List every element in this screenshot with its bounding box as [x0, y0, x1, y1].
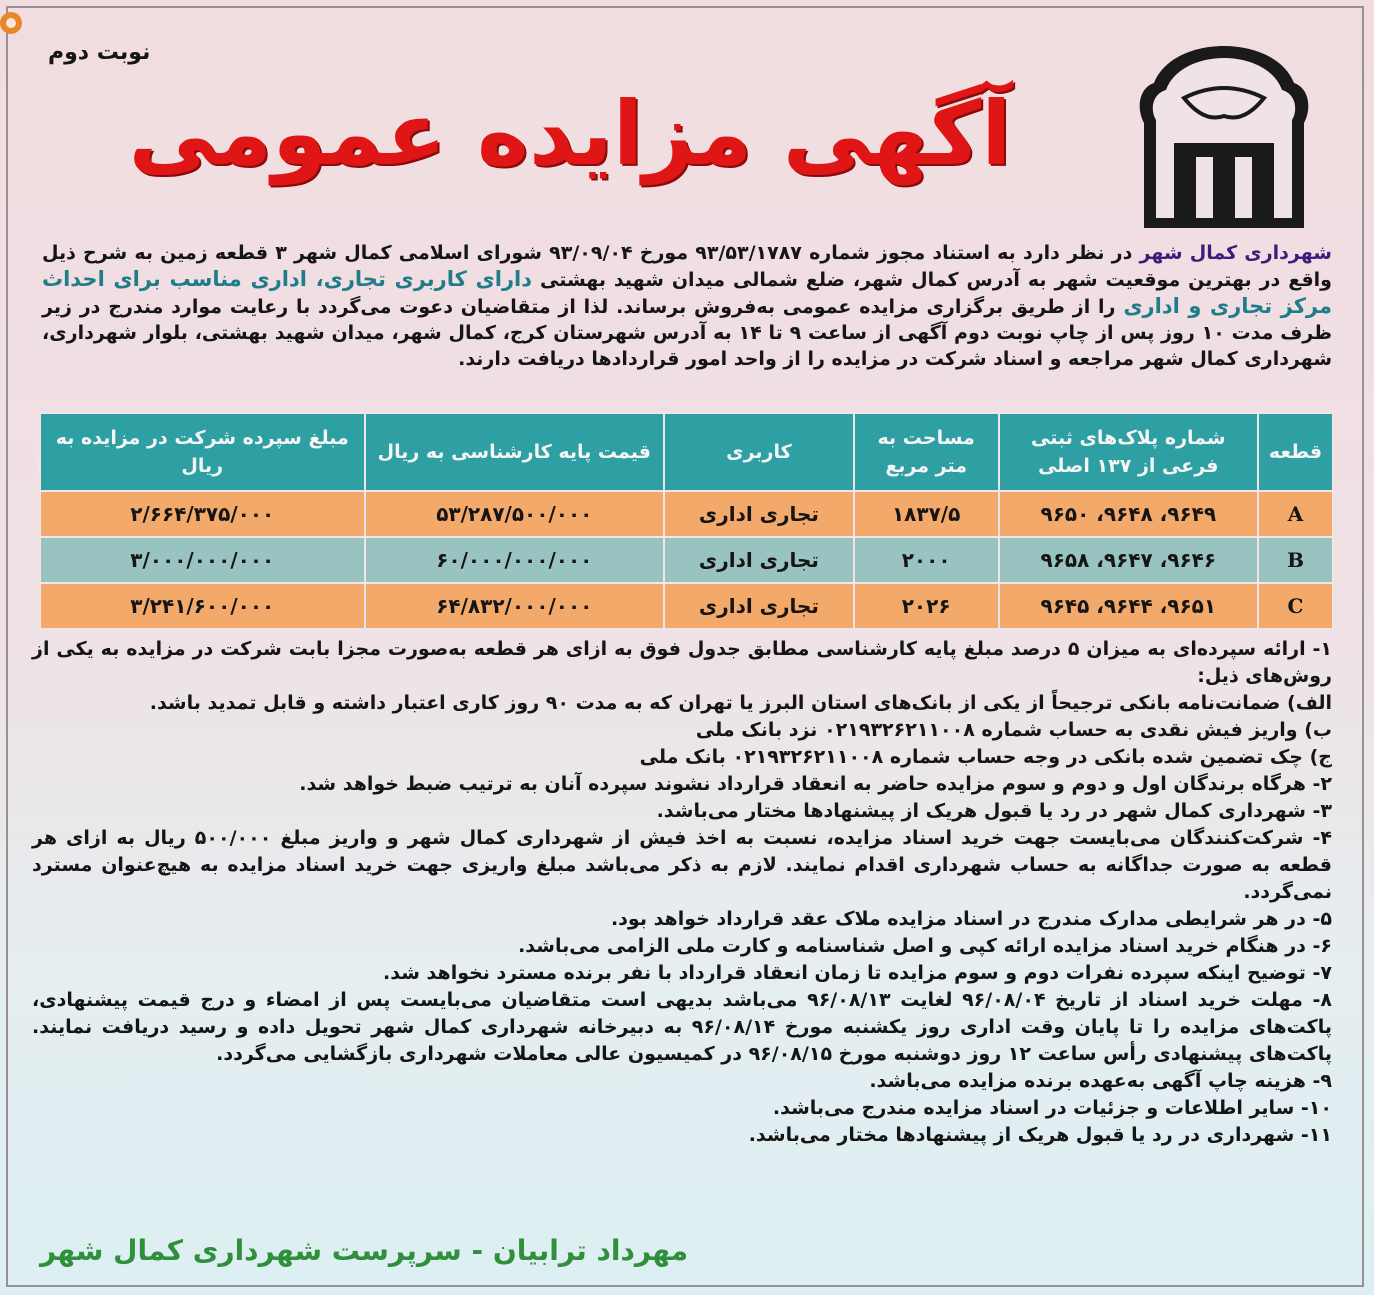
- table-row: [40, 583, 1333, 629]
- header-area: مساحت به متر مربع: [854, 413, 999, 491]
- intro-highlight: دارای کاربری تجاری، اداری مناسب برای احداث مرکز تجاری و اداری: [42, 267, 1333, 318]
- cell-area: ۲۰۰۰: [854, 537, 999, 583]
- cell-usage: تجاری اداری: [664, 491, 854, 537]
- corner-circle-icon: [0, 12, 22, 34]
- cell-usage: تجاری اداری: [664, 583, 854, 629]
- signature-line: مهرداد ترابیان - سرپرست شهرداری کمال شهر: [40, 1234, 689, 1267]
- term-item: ۲- هرگاه برندگان اول و دوم و سوم مزایده حاضر به انعقاد قرارداد نشوند سپرده آنان به ترتیب ضبط خواهد شد.: [299, 773, 1332, 795]
- cell-base-price: ۶۰/۰۰۰/۰۰۰/۰۰۰: [365, 537, 665, 583]
- cell-plates: ۹۶۵۱، ۹۶۴۴، ۹۶۴۵: [999, 583, 1258, 629]
- term-item: الف) ضمانت‌نامه بانکی ترجیحاً از یکی از بانک‌های استان البرز یا تهران که به مدت ۹۰ روز کاری اعتبار داشته و قابل تمدید باشد.: [149, 692, 1332, 714]
- cell-area: ۲۰۲۶: [854, 583, 999, 629]
- header-plates: شماره پلاک‌های ثبتی فرعی از ۱۳۷ اصلی: [999, 413, 1258, 491]
- term-item: ۱۰- سایر اطلاعات و جزئیات در اسناد مزایده مندرج می‌باشد.: [772, 1097, 1332, 1119]
- municipality-logo-icon: [1134, 38, 1314, 238]
- cell-plates: ۹۶۴۶، ۹۶۴۷، ۹۶۵۸: [999, 537, 1258, 583]
- intro-paragraph: [42, 240, 1332, 372]
- term-item: ۴- شرکت‌کنندگان می‌بایست جهت خرید اسناد مزایده، نسبت به اخذ فیش از شهرداری کمال شهر و واریز مبلغ ۵۰۰/۰۰۰ ریال به ازای هر قطعه به صورت جداگانه به حساب شهرداری اقدام نمایند. لازم به ذکر می‌باشد مبلغ واریزی جهت خرید اسناد مزایده به هیچ‌عنوان مسترد نمی‌گردد.: [32, 827, 1332, 903]
- header-base-price: قیمت پایه کارشناسی به ریال: [365, 413, 665, 491]
- lots-table: [39, 412, 1334, 630]
- term-item: ۱۱- شهرداری در رد یا قبول هریک از پیشنهادها مختار می‌باشد.: [748, 1124, 1332, 1146]
- terms-list: [32, 636, 1332, 1149]
- cell-lot: A: [1258, 491, 1333, 537]
- cell-lot: B: [1258, 537, 1333, 583]
- term-item: ب) واریز فیش نقدی به حساب شماره ۰۲۱۹۳۲۶۲۱۱۰۰۸ نزد بانک ملی: [695, 719, 1332, 741]
- intro-text-part1: در نظر دارد به استناد مجوز شماره ۹۳/۵۳/۱۷۸۷ مورخ ۹۳/۰۹/۰۴ شورای اسلامی کمال شهر ۳ قطعه زمین به شرح ذیل واقع در بهترین موقعیت شهر به آدرس کمال شهر، ضلع شمالی میدان شهید بهشتی: [42, 242, 1332, 291]
- term-item: ج) چک تضمین شده بانکی در وجه حساب شماره ۰۲۱۹۳۲۶۲۱۱۰۰۸ بانک ملی: [639, 746, 1332, 768]
- term-item: ۹- هزینه چاپ آگهی به‌عهده برنده مزایده می‌باشد.: [869, 1070, 1332, 1092]
- intro-text-part2: را از طریق برگزاری مزایده عمومی به‌فروش برساند. لذا از متقاضیان دعوت می‌گردد با رعایت موارد مندرج در زیر ظرف مدت ۱۰ روز پس از چاپ نوبت دوم آگهی از ساعت ۹ تا ۱۴ به آدرس شهرستان کرج، کمال شهر، میدان شهید بهشتی، بلوار شهرداری، شهرداری کمال شهر مراجعه و اسناد شرکت در مزایده را از واحد امور قراردادها دریافت دارند.: [42, 296, 1332, 370]
- publication-round-label: نوبت دوم: [48, 40, 151, 65]
- cell-deposit: ۳/۰۰۰/۰۰۰/۰۰۰: [40, 537, 365, 583]
- table-row: [40, 491, 1333, 537]
- header-usage: کاربری: [664, 413, 854, 491]
- cell-plates: ۹۶۴۹، ۹۶۴۸، ۹۶۵۰: [999, 491, 1258, 537]
- cell-usage: تجاری اداری: [664, 537, 854, 583]
- term-item: ۸- مهلت خرید اسناد از تاریخ ۹۶/۰۸/۰۴ لغایت ۹۶/۰۸/۱۳ می‌باشد بدیهی است متقاضیان می‌بایست پس از امضاء و درج قیمت پیشنهادی، پاکت‌های مزایده را تا پایان وقت اداری روز یکشنبه مورخ ۹۶/۰۸/۱۴ به دبیرخانه شهرداری کمال شهر تحویل داده و رسید دریافت نمایند. پاکت‌های پیشنهادی رأس ساعت ۱۲ روز دوشنبه مورخ ۹۶/۰۸/۱۵ در کمیسیون عالی معاملات شهرداری بازگشایی می‌گردد.: [32, 989, 1332, 1065]
- term-item: ۱- ارائه سپرده‌ای به میزان ۵ درصد مبلغ پایه کارشناسی مطابق جدول فوق به ازای هر قطعه به‌صورت مجزا بابت شرکت در مزایده به یکی از روش‌های ذیل:: [32, 638, 1332, 687]
- intro-org-name: شهرداری کمال شهر: [1139, 242, 1332, 264]
- cell-deposit: ۲/۶۶۴/۳۷۵/۰۰۰: [40, 491, 365, 537]
- term-item: ۵- در هر شرایطی مدارک مندرج در اسناد مزایده ملاک عقد قرارداد خواهد بود.: [610, 908, 1332, 930]
- header-lot: قطعه: [1258, 413, 1333, 491]
- term-item: ۳- شهرداری کمال شهر در رد یا قبول هریک از پیشنهادها مختار می‌باشد.: [656, 800, 1332, 822]
- cell-deposit: ۳/۲۴۱/۶۰۰/۰۰۰: [40, 583, 365, 629]
- cell-base-price: ۶۴/۸۳۲/۰۰۰/۰۰۰: [365, 583, 665, 629]
- table-header-row: [40, 413, 1333, 491]
- term-item: ۷- توضیح اینکه سپرده نفرات دوم و سوم مزایده تا زمان انعقاد قرارداد با نفر برنده مسترد نخواهد شد.: [383, 962, 1332, 984]
- cell-area: ۱۸۳۷/۵: [854, 491, 999, 537]
- cell-base-price: ۵۳/۲۸۷/۵۰۰/۰۰۰: [365, 491, 665, 537]
- cell-lot: C: [1258, 583, 1333, 629]
- term-item: ۶- در هنگام خرید اسناد مزایده ارائه کپی و اصل شناسنامه و کارت ملی الزامی می‌باشد.: [518, 935, 1332, 957]
- header-deposit: مبلغ سپرده شرکت در مزایده به ریال: [40, 413, 365, 491]
- table-row: [40, 537, 1333, 583]
- page-title: آگهی مزایده عمومی: [128, 82, 1012, 185]
